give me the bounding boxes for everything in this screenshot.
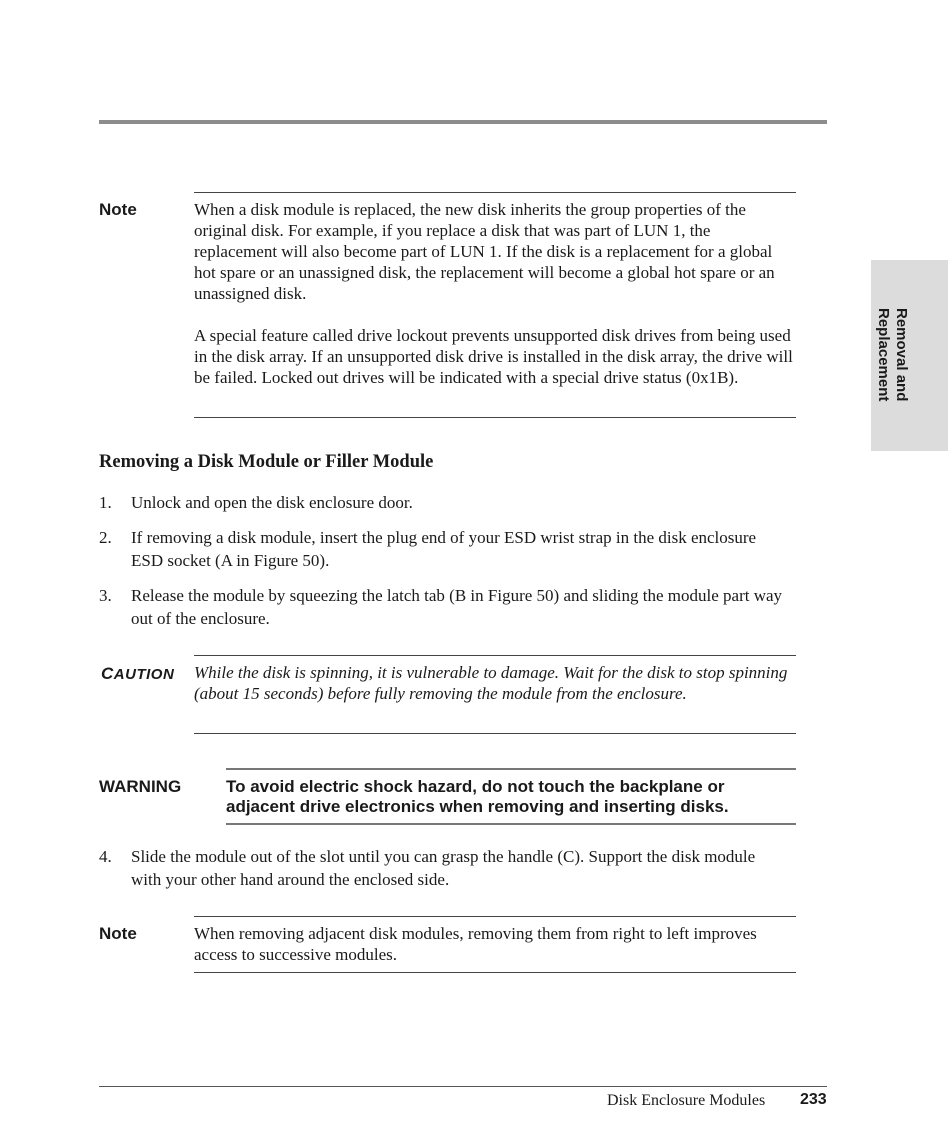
note-label: Note bbox=[99, 200, 137, 219]
note-2-label: Note bbox=[99, 924, 137, 943]
note-2-bottom-rule bbox=[194, 972, 796, 973]
warning-text: To avoid electric shock hazard, do not touch the backplane or adjacent drive electronics when removing and inserting disks. bbox=[226, 777, 729, 816]
step-3-text: Release the module by squeezing the latch tab (B in Figure 50) and sliding the module part way out of the enclosure. bbox=[131, 586, 783, 628]
chapter-tab-line-1: Removal and bbox=[893, 308, 910, 402]
caution-bottom-rule bbox=[194, 733, 796, 734]
header-rule bbox=[99, 120, 827, 124]
note-2-top-rule bbox=[194, 916, 796, 917]
note-body bbox=[194, 199, 794, 388]
chapter-tab bbox=[871, 260, 948, 451]
caution-top-rule bbox=[194, 655, 796, 656]
page-number: 233 bbox=[800, 1091, 827, 1108]
warning-label: WARNING bbox=[99, 777, 182, 796]
chapter-tab-label bbox=[874, 308, 910, 401]
note-top-rule bbox=[194, 192, 796, 193]
note-bottom-rule bbox=[194, 417, 796, 418]
caution-label: CAUTION bbox=[101, 664, 175, 683]
step-1-text: Unlock and open the disk enclosure door. bbox=[131, 493, 413, 512]
step-3-number: 3. bbox=[99, 586, 112, 605]
footer-chapter-title: Disk Enclosure Modules bbox=[607, 1092, 766, 1109]
note-paragraph-1: When a disk module is replaced, the new disk inherits the group properties of the original disk. For example, if you replace a disk that was part of LUN 1, the replacement will also become part of LUN 1. If the disk is a replacement for a global hot spare or an unassigned disk, the replacement will become a global hot spare or an unassigned disk. bbox=[194, 200, 775, 303]
warning-top-rule bbox=[226, 768, 796, 770]
step-2-number: 2. bbox=[99, 528, 112, 547]
step-4-number: 4. bbox=[99, 847, 112, 866]
step-1-number: 1. bbox=[99, 493, 112, 512]
note-paragraph-2: A special feature called drive lockout prevents unsupported disk drives from being used in the disk array. If an unsupported disk drive is installed in the disk array, the drive will be failed. Locked out drives will be indicated with a special drive status (0x1B). bbox=[194, 326, 793, 387]
footer-rule bbox=[99, 1086, 827, 1087]
section-heading: Removing a Disk Module or Filler Module bbox=[99, 452, 434, 472]
step-4-text: Slide the module out of the slot until you can grasp the handle (C). Support the disk module with your other hand around the enclosed side. bbox=[131, 847, 756, 889]
note-2-text: When removing adjacent disk modules, removing them from right to left improves access to successive modules. bbox=[194, 924, 757, 964]
step-2-text: If removing a disk module, insert the plug end of your ESD wrist strap in the disk enclosure ESD socket (A in Figure 50). bbox=[131, 528, 757, 570]
warning-bottom-rule bbox=[226, 823, 796, 825]
caution-text: While the disk is spinning, it is vulnerable to damage. Wait for the disk to stop spinning (about 15 seconds) before fully removing the module from the enclosure. bbox=[194, 663, 788, 703]
chapter-tab-line-2: Replacement bbox=[875, 308, 892, 402]
